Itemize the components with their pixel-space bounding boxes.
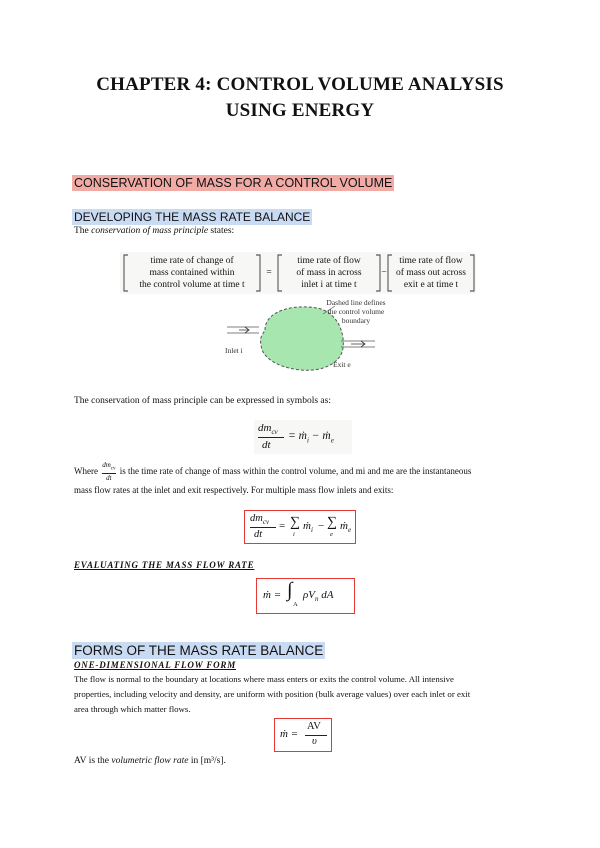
section-heading-conservation: [72, 174, 394, 192]
intro-paragraph: [74, 224, 234, 239]
bracket-right-line3: exit e at time t: [403, 280, 459, 290]
eq1-sub-e: e: [330, 436, 334, 445]
av-post: in [m³/s].: [188, 756, 226, 766]
eq1-minus: − ṁ: [308, 430, 331, 442]
dashed-label-line2: the control volume: [327, 307, 385, 316]
evaluating-heading: EVALUATING THE MASS FLOW RATE: [74, 560, 255, 570]
av-pre: AV is the: [74, 756, 112, 766]
one-dim-line3: area through which matter flows.: [74, 704, 191, 714]
eq3-integral-limit: A: [293, 601, 298, 608]
where-paragraph-line2: mass flow rates at the inlet and exit respectively. For multiple mass flow inlets and exits:: [74, 485, 394, 495]
control-volume-diagram: [225, 300, 395, 375]
eq2-sum-i-sub: i: [293, 531, 295, 538]
volumetric-mass-flow-equation: [274, 718, 332, 752]
eq1-rhs-text: = ṁ: [288, 430, 307, 442]
eq1-numerator: [258, 422, 278, 436]
where-paragraph: [74, 461, 534, 482]
bracket-right-line1: time rate of flow: [399, 256, 463, 266]
eq2-equals: =: [279, 520, 286, 532]
eq2-num-sub: cv: [262, 518, 270, 527]
page-title-line2: USING ENERGY: [225, 100, 375, 121]
mass-balance-equation: [254, 420, 352, 454]
eq1-num-text: dm: [258, 422, 272, 434]
bracket-left-line1: time rate of change of: [150, 256, 234, 266]
where-frac-num: dm: [102, 461, 111, 469]
eq2-sum-e-sub: e: [330, 531, 333, 538]
eq3-body-text: ρV: [303, 589, 315, 601]
bracket-left-line2: mass contained within: [149, 268, 235, 278]
bracket-middle-line1: time rate of flow: [297, 256, 361, 266]
dashed-label-line3: boundary: [341, 316, 371, 325]
forms-heading-text: FORMS OF THE MASS RATE BALANCE: [74, 643, 324, 658]
where-fraction: [102, 461, 115, 482]
eq1-rhs: [288, 430, 334, 444]
mass-flow-integral-equation: [256, 578, 355, 614]
eq2-mdot-i-text: ṁ: [303, 520, 311, 532]
inlet-arrow-icon: [239, 327, 249, 333]
where-frac-den: dt: [106, 474, 112, 483]
bracket-middle-line3: inlet i at time t: [301, 280, 357, 290]
section-heading-forms: [72, 642, 325, 660]
one-dim-heading: ONE-DIMENSIONAL FLOW FORM: [74, 660, 237, 670]
equals-sign: =: [266, 268, 272, 278]
where-frac-sub: cv: [110, 466, 116, 472]
bracket-left-line3: the control volume at time t: [139, 280, 245, 290]
section-heading-text: CONSERVATION OF MASS FOR A CONTROL VOLUME: [74, 176, 393, 190]
eq3-n-sub: n: [315, 595, 319, 604]
eq2-sum-i: ∑: [290, 515, 300, 530]
eq2-denominator: dt: [254, 529, 263, 540]
intro-post: states:: [208, 226, 235, 236]
eq3-integral: ∫: [287, 579, 293, 601]
eq2-mdot-e-text: ṁ: [340, 520, 348, 532]
dashed-label-line1: Dashed line defines: [326, 298, 386, 307]
eq3-lhs: ṁ =: [263, 589, 282, 601]
eq2-sum-e: ∑: [327, 515, 337, 530]
eq3-body: [303, 589, 333, 603]
minus-sign: −: [381, 268, 387, 278]
bracket-middle: [282, 255, 376, 291]
word-equation: [120, 252, 476, 294]
one-dim-line1: The flow is normal to the boundary at locations where mass enters or exits the control volume. All intensive: [74, 674, 454, 684]
eq1-fraction-bar: [258, 437, 284, 438]
eq2-mdot-e: [340, 520, 351, 534]
eq1-denominator: dt: [262, 439, 271, 451]
eq2-fraction-bar: [250, 527, 276, 528]
eq1-sub-i: i: [306, 436, 309, 445]
subheading-text: DEVELOPING THE MASS RATE BALANCE: [74, 210, 311, 224]
where-word: Where: [74, 465, 98, 476]
intro-emphasis: conservation of mass principle: [91, 226, 209, 236]
intro-pre: The: [74, 226, 92, 236]
eq2-numerator: [250, 513, 269, 526]
eq2-e-sub: e: [347, 526, 352, 535]
eq2-num-text: dm: [250, 513, 263, 524]
av-emphasis: volumetric flow rate: [111, 756, 189, 766]
bracket-right-line2: of mass out across: [396, 268, 466, 278]
where-text1: is the time rate of change of mass within the control volume, and mi and me are the instantaneous: [117, 465, 472, 476]
eq3-dA: dA: [318, 589, 334, 601]
dashed-line-label: [311, 298, 401, 325]
multi-flow-equation: [244, 510, 356, 544]
eq2-minus: −: [318, 520, 325, 532]
inlet-label: Inlet i: [225, 346, 243, 355]
page-title: CHAPTER 4: CONTROL VOLUME ANALYSIS: [96, 74, 504, 95]
eq1-num-sub: cv: [271, 428, 278, 437]
one-dim-paragraph: [74, 672, 534, 717]
eq4-lhs: ṁ =: [280, 728, 299, 740]
eq4-denominator: υ: [312, 736, 317, 747]
eq2-mdot-i: [303, 520, 313, 534]
exit-arrow-icon: [351, 341, 365, 347]
symbols-paragraph: The conservation of mass principle can be expressed in symbols as:: [74, 396, 331, 406]
eq4-numerator: AV: [307, 721, 321, 732]
eq2-i-sub: i: [310, 526, 313, 535]
bracket-left: [128, 255, 256, 291]
one-dim-line2: properties, including velocity and density, are uniform with position (bulk average values) over each inlet or exit: [74, 689, 471, 699]
exit-label: Exit e: [333, 360, 351, 369]
bracket-right: [392, 255, 470, 291]
bracket-middle-line2: of mass in across: [296, 268, 362, 278]
av-paragraph: [74, 754, 226, 769]
